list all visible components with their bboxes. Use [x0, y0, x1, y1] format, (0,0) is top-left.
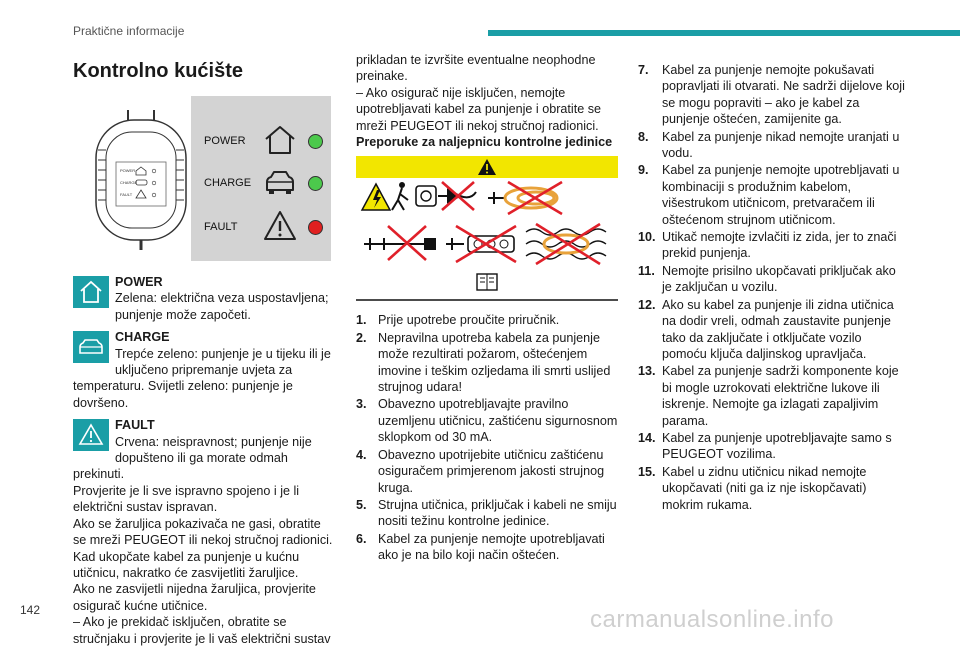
device-label-charge: CHARGE	[120, 180, 138, 185]
warning-triangle-icon	[263, 210, 297, 242]
list-item: 15. Kabel u zidnu utičnicu nikad nemojte ukopčavati (niti ga iz nje iskopčavati) mokrim rukama.	[638, 464, 867, 512]
panel-label-charge: CHARGE	[204, 177, 252, 189]
no-extension-cable-icon	[364, 226, 436, 260]
running-header: Praktične informacije	[73, 24, 185, 38]
header-accent-bar	[488, 30, 960, 36]
fault-paragraph-3: Kad ukopčate kabel za punjenje u kućnu utičnicu, nakratko će zasvijetliti žaruljice.	[73, 549, 300, 580]
no-multi-socket-icon	[446, 226, 516, 262]
col2-paragraph-1: prikladan te izvršite eventualne neophodne preinake.	[356, 53, 596, 84]
electric-shock-icon	[362, 182, 408, 210]
car-icon	[263, 166, 297, 198]
fault-paragraph-1: Provjerite je li sve ispravno spojeno i je li električni sustav ispravan.	[73, 483, 300, 515]
no-power-strip-icon	[416, 182, 476, 210]
label-pictograms	[356, 178, 618, 304]
panel-row-power	[191, 120, 331, 160]
no-water-icon	[526, 224, 606, 264]
list-item: 13. Kabel za punjenje sadrži komponente koje bi mogle uzrokovati električne lukove ili iskrenje. Nemojte ga izlagati zapaljivim parama.	[638, 364, 899, 428]
legend-fault	[73, 417, 335, 483]
list-item: 3. Obavezno upotrebljavajte pravilno uzemljenu utičnicu, zaštićenu sigurnosnom sklopkom od 30 mA.	[356, 397, 618, 445]
fault-paragraph-4: Ako ne zasvijetli nijedna žaruljica, provjerite osigurač kućne utičnice.	[73, 582, 316, 613]
device-label-power: POWER	[120, 168, 136, 173]
legend-car-icon	[73, 331, 109, 363]
recommendations-list-2	[638, 62, 906, 513]
recommendations-list-1	[356, 312, 621, 563]
legend-house-icon	[73, 276, 109, 308]
panel-label-fault: FAULT	[204, 221, 238, 233]
list-item: 6. Kabel za punjenje nemojte upotrebljavati ako je na bilo koji način oštećen.	[356, 531, 605, 563]
no-coiled-cable-icon	[488, 182, 562, 214]
legend-title-power: POWER	[115, 275, 163, 289]
charge-led	[308, 176, 323, 191]
label-figure	[356, 156, 618, 304]
list-item: 4. Obavezno upotrijebite utičnicu zaštićenu osiguračem primjerenom jakosti strujnog kruga.	[356, 447, 605, 495]
section-title: Kontrolno kućište	[73, 60, 244, 82]
list-item: 9. Kabel za punjenje nemojte upotrebljavati u kombinaciji s produžnim kabelom, višestrukom utičnicom, pretvaračem ili oštećenom strujnom utičnicom.	[638, 163, 900, 227]
list-item: 14. Kabel za punjenje upotrebljavajte samo s PEUGEOT vozilima.	[638, 430, 892, 462]
manual-icon	[477, 274, 497, 290]
control-box-figure	[73, 96, 331, 268]
panel-label-power: POWER	[204, 135, 246, 147]
power-led	[308, 134, 323, 149]
legend-title-fault: FAULT	[115, 418, 155, 433]
legend-charge	[73, 329, 335, 411]
indicator-panel	[191, 96, 331, 261]
list-item: 1. Prije upotrebe proučite priručnik.	[356, 313, 560, 328]
legend-title-charge: CHARGE	[115, 330, 170, 345]
list-item: 10. Utikač nemojte izvlačiti iz zida, jer to znači prekid punjenja.	[638, 230, 897, 261]
warning-bar	[356, 156, 618, 178]
house-icon	[263, 124, 297, 156]
legend-text-fault: Crvena: neispravnost; punjenje nije dopušteno ili ga morate odmah prekinuti.	[73, 434, 312, 482]
legend-text-charge: Trepće zeleno: punjenje je u tijeku ili je uključeno pripremanje uvjeta za temperaturu. Svijetli zeleno: punjenje je dovršeno.	[73, 346, 331, 410]
watermark: carmanualsonline.info	[590, 606, 834, 633]
list-item: 7. Kabel za punjenje nemojte pokušavati popravljati ili otvarati. Ne sadrži dijelove koji se mogu popraviti – ako je kabel za punjenje oštećen, zamijenite ga.	[638, 63, 905, 127]
device-label-fault: FAULT	[120, 192, 133, 197]
list-item: 8. Kabel za punjenje nikad nemojte uranjati u vodu.	[638, 129, 900, 161]
list-item: 12. Ako su kabel za punjenje ili zidna utičnica na dodir vreli, odmah zaustavite punjenje tako da zaključate i otključate vozilo pomoću ključa daljinskog upravljača.	[638, 297, 894, 361]
list-item: 11. Nemojte prisilno ukopčavati priključak ako je zaključan u vozilu.	[638, 263, 896, 295]
recommendations-title: Preporuke za naljepnicu kontrolne jedinice	[356, 135, 613, 150]
legend-warning-icon	[73, 419, 109, 451]
column-1	[73, 52, 335, 647]
column-2	[356, 52, 621, 565]
fault-led	[308, 220, 323, 235]
list-item: 5. Strujna utičnica, priključak i kabeli ne smiju nositi težinu kontrolne jedinice.	[356, 497, 617, 529]
col2-paragraph-2: – Ako osigurač nije isključen, nemojte upotrebljavati kabel za punjenje i obratite se mreži PEUGEOT ili nekoj stručnoj radionici.	[356, 85, 602, 133]
panel-row-fault	[191, 206, 331, 246]
legend-text-power: Zelena: električna veza uspostavljena; punjenje može započeti.	[115, 291, 329, 322]
panel-row-charge	[191, 162, 331, 202]
fault-paragraph-2: Ako se žaruljica pokazivača ne gasi, obratite se mreži PEUGEOT ili nekoj stručnoj radionici.	[73, 516, 333, 548]
list-item: 2. Nepravilna upotreba kabela za punjenje može rezultirati požarom, oštećenjem imovine i teškim ozljedama ili smrti uslijed strujnog udara!	[356, 330, 611, 395]
column-3	[638, 62, 906, 514]
fault-paragraph-5: – Ako je prekidač isključen, obratite se stručnjaku i provjerite je li vaš električni sustav	[73, 615, 331, 646]
legend-power	[73, 274, 335, 323]
page-number: 142	[20, 603, 41, 617]
control-box-illustration	[88, 110, 194, 250]
